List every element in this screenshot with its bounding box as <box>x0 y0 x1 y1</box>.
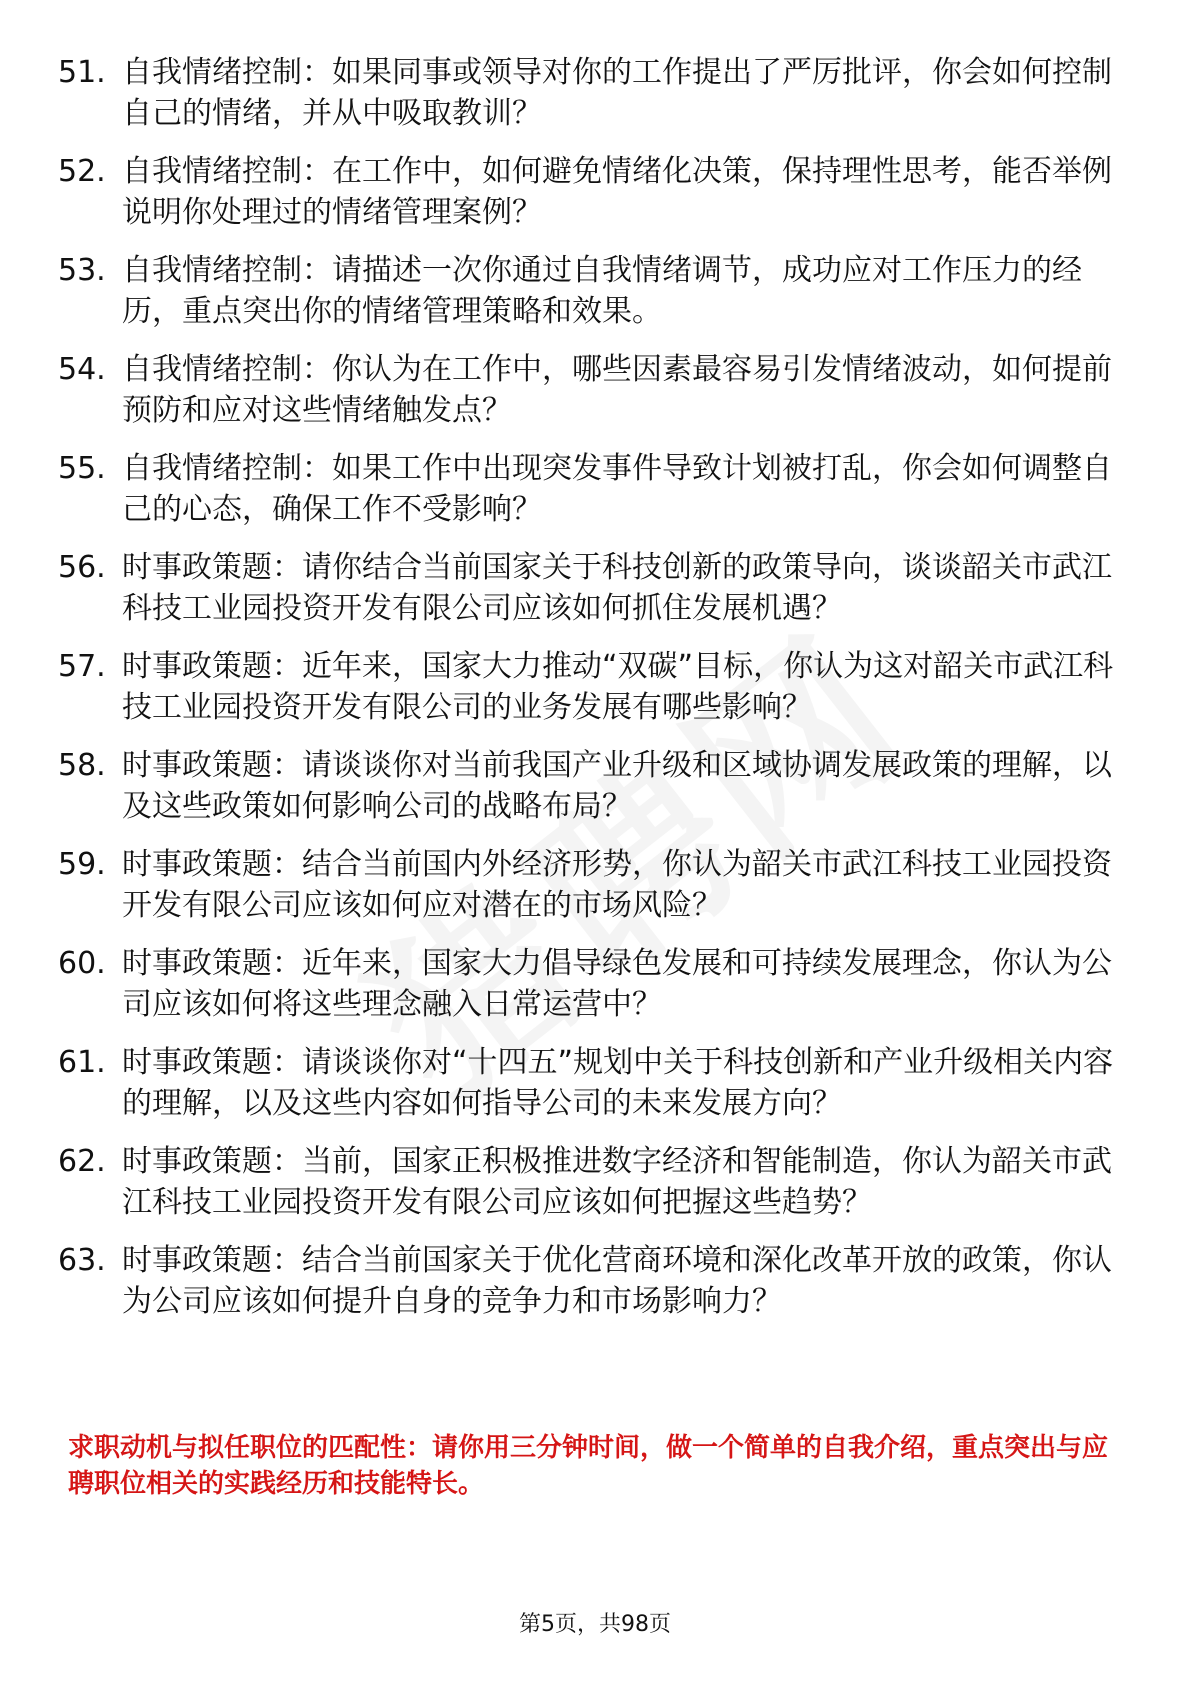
question-item <box>58 1141 1118 1223</box>
question-item <box>58 52 1118 134</box>
question-text: 时事政策题：请谈谈你对“十四五”规划中关于科技创新和产业升级相关内容的理解，以及这些内容如何指导公司的未来发展方向？ <box>122 1045 1114 1121</box>
question-number: 51. <box>58 55 106 90</box>
question-number: 62. <box>58 1144 106 1179</box>
question-text: 时事政策题：请谈谈你对当前我国产业升级和区域协调发展政策的理解，以及这些政策如何影响公司的战略布局？ <box>122 748 1112 824</box>
question-text: 时事政策题：近年来，国家大力推动“双碳”目标，你认为这对韶关市武江科技工业园投资开发有限公司的业务发展有哪些影响？ <box>122 649 1114 725</box>
question-number: 60. <box>58 946 106 981</box>
question-item <box>58 250 1118 332</box>
question-number: 63. <box>58 1243 106 1278</box>
question-text: 自我情绪控制：如果工作中出现突发事件导致计划被打乱，你会如何调整自己的心态，确保工作不受影响？ <box>122 451 1112 527</box>
question-number: 56. <box>58 550 106 585</box>
question-item <box>58 646 1118 728</box>
highlighted-question: 求职动机与拟任职位的匹配性：请你用三分钟时间，做一个简单的自我介绍，重点突出与应聘职位相关的实践经历和技能特长。 <box>68 1433 1109 1499</box>
question-item <box>58 1042 1118 1124</box>
question-number: 59. <box>58 847 106 882</box>
question-text: 自我情绪控制：在工作中，如何避免情绪化决策，保持理性思考，能否举例说明你处理过的情绪管理案例？ <box>122 154 1112 230</box>
question-number: 57. <box>58 649 106 684</box>
question-item <box>58 151 1118 233</box>
question-item <box>58 349 1118 431</box>
question-text: 时事政策题：请你结合当前国家关于科技创新的政策导向，谈谈韶关市武江科技工业园投资开发有限公司应该如何抓住发展机遇？ <box>122 550 1112 626</box>
question-number: 58. <box>58 748 106 783</box>
question-text: 自我情绪控制：请描述一次你通过自我情绪调节，成功应对工作压力的经历，重点突出你的情绪管理策略和效果。 <box>122 253 1082 329</box>
question-number: 52. <box>58 154 106 189</box>
page-number-footer: 第5页，共98页 <box>519 1612 671 1637</box>
question-text: 时事政策题：结合当前国家关于优化营商环境和深化改革开放的政策，你认为公司应该如何提升自身的竞争力和市场影响力？ <box>122 1243 1112 1319</box>
question-number: 55. <box>58 451 106 486</box>
question-list <box>58 52 1118 1339</box>
question-number: 54. <box>58 352 106 387</box>
question-text: 自我情绪控制：如果同事或领导对你的工作提出了严厉批评，你会如何控制自己的情绪，并从中吸取教训？ <box>122 55 1112 131</box>
question-item <box>58 448 1118 530</box>
question-text: 时事政策题：结合当前国内外经济形势，你认为韶关市武江科技工业园投资开发有限公司应该如何应对潜在的市场风险？ <box>122 847 1112 923</box>
question-item <box>58 745 1118 827</box>
question-number: 53. <box>58 253 106 288</box>
question-item <box>58 943 1118 1025</box>
question-item <box>58 1240 1118 1322</box>
question-text: 自我情绪控制：你认为在工作中，哪些因素最容易引发情绪波动，如何提前预防和应对这些情绪触发点？ <box>122 352 1112 428</box>
question-text: 时事政策题：当前，国家正积极推进数字经济和智能制造，你认为韶关市武江科技工业园投资开发有限公司应该如何把握这些趋势？ <box>122 1144 1112 1220</box>
question-number: 61. <box>58 1045 106 1080</box>
question-item <box>58 844 1118 926</box>
question-item <box>58 547 1118 629</box>
question-text: 时事政策题：近年来，国家大力倡导绿色发展和可持续发展理念，你认为公司应该如何将这些理念融入日常运营中？ <box>122 946 1112 1022</box>
